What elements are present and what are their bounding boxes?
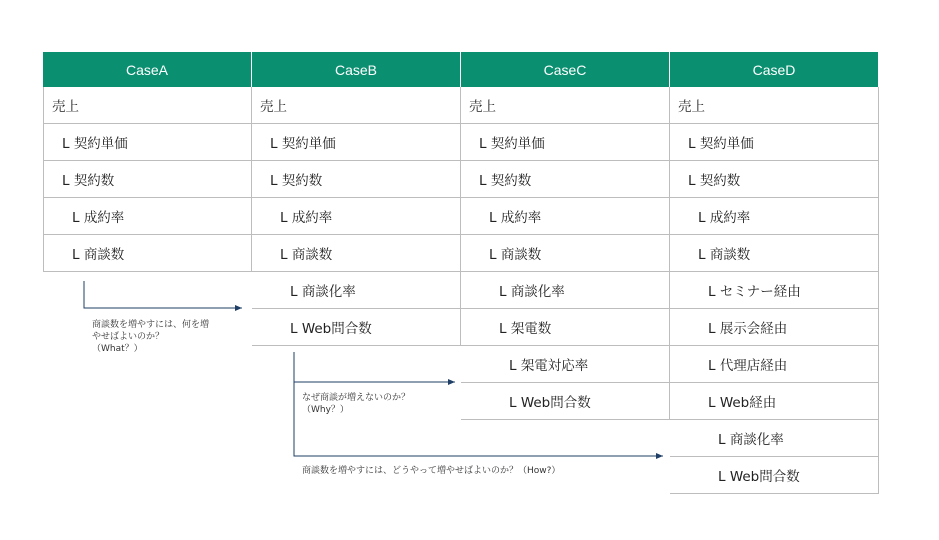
column-header: CaseA xyxy=(43,52,252,87)
metric-cell: L 契約数 xyxy=(252,161,461,198)
metric-cell: L 商談化率 xyxy=(670,420,879,457)
metric-cell: L 契約単価 xyxy=(461,124,670,161)
metric-cell: L 架電数 xyxy=(461,309,670,346)
metric-cell: 売上 xyxy=(43,87,252,124)
column-header: CaseB xyxy=(252,52,461,87)
why-arrow xyxy=(294,352,455,382)
metric-cell: L 商談数 xyxy=(670,235,879,272)
metric-cell: L Web問合数 xyxy=(670,457,879,494)
metric-cell: L 契約数 xyxy=(461,161,670,198)
metric-cell: L 契約単価 xyxy=(670,124,879,161)
metric-cell: L 代理店経由 xyxy=(670,346,879,383)
metric-cell: L 契約単価 xyxy=(43,124,252,161)
metric-cell: L Web問合数 xyxy=(461,383,670,420)
metric-cell: L 商談化率 xyxy=(252,272,461,309)
metric-cell: L 商談数 xyxy=(43,235,252,272)
metric-cell: L セミナー経由 xyxy=(670,272,879,309)
metric-cell: L 商談化率 xyxy=(461,272,670,309)
metric-cell: L 契約数 xyxy=(43,161,252,198)
metric-cell: L 商談数 xyxy=(252,235,461,272)
what-note: 商談数を増やすには、何を増 やせばよいのか？ （What？） xyxy=(92,320,210,354)
how-note: 商談数を増やすには、どうやって増やせばよいのか？（How?） xyxy=(302,466,561,476)
metric-cell: L 成約率 xyxy=(461,198,670,235)
metric-cell: L 成約率 xyxy=(252,198,461,235)
metric-cell: L 展示会経由 xyxy=(670,309,879,346)
metric-cell: 売上 xyxy=(252,87,461,124)
column-header: CaseD xyxy=(670,52,879,87)
metric-cell: L 成約率 xyxy=(670,198,879,235)
metric-cell: 売上 xyxy=(670,87,879,124)
metric-cell: L Web経由 xyxy=(670,383,879,420)
column-header: CaseC xyxy=(461,52,670,87)
what-arrow xyxy=(84,281,242,308)
metric-cell: 売上 xyxy=(461,87,670,124)
metric-cell: L 契約数 xyxy=(670,161,879,198)
why-note: なぜ商談が増えないのか？ （Why？） xyxy=(302,393,411,415)
metric-cell: L 架電対応率 xyxy=(461,346,670,383)
metric-cell: L 成約率 xyxy=(43,198,252,235)
metric-cell: L 商談数 xyxy=(461,235,670,272)
metric-cell: L 契約単価 xyxy=(252,124,461,161)
metric-cell: L Web問合数 xyxy=(252,309,461,346)
